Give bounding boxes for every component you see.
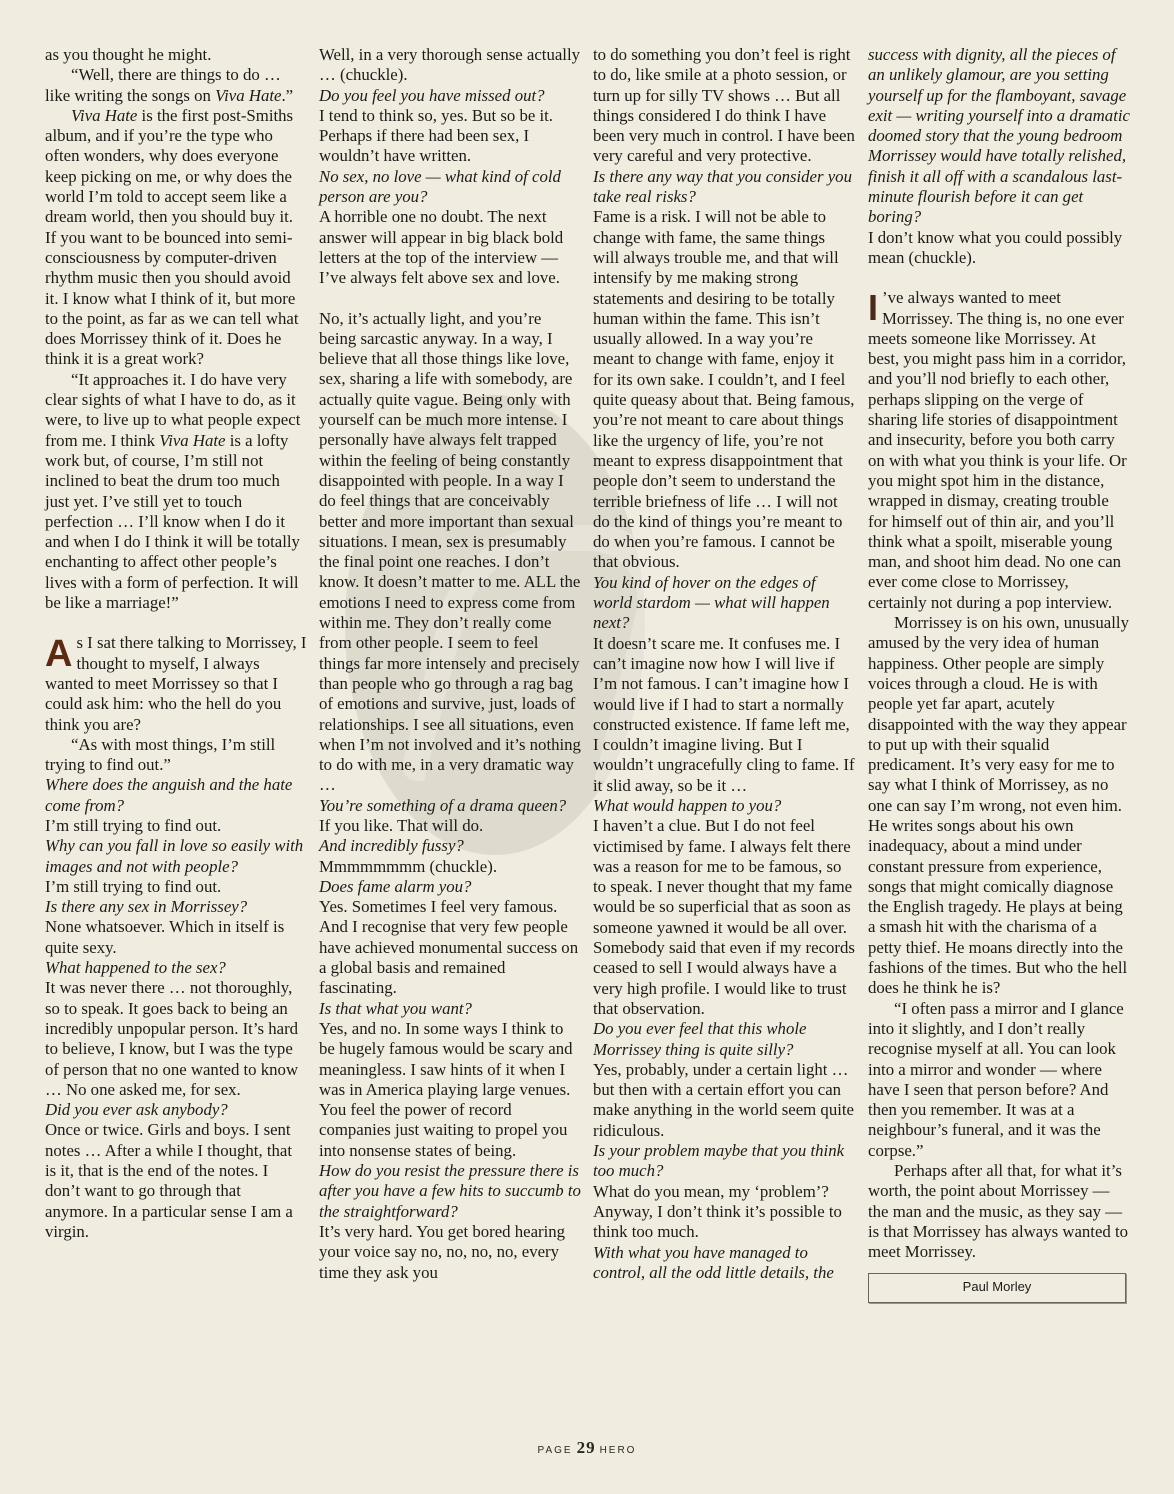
interview-question: Why can you fall in love so easily with images and not with people? (45, 836, 304, 876)
interview-question: And incredibly fussy? (319, 836, 464, 856)
interview-question: You’re something of a drama queen? (319, 795, 567, 815)
drop-cap: I (868, 291, 878, 326)
article-column-1 (45, 45, 307, 1242)
interview-answer: Yes, and no. In some ways I think to be hugely famous would be scary and meaningless. I saw hints of it when I was in America playing large venues. You feel the power of record companies just waiting to propel you into nonsense states of being. (319, 1018, 573, 1160)
interview-answer: Well, in a very thorough sense actually … (chuckle). (319, 45, 581, 85)
interview-answer: Yes. Sometimes I feel very famous. And I recognise that very few people have achieved monumental success on a global basis and remained fascinating. (319, 897, 579, 998)
interview-answer: What do you mean, my ‘problem’? Anyway, I don’t think it’s possible to think too much. (593, 1181, 842, 1242)
interview-answer: Yes, probably, under a certain light … but then with a certain effort you can make anything in the world seem quite ridiculous. (593, 1059, 854, 1140)
page-number: 29 (576, 1438, 596, 1457)
interview-question: Does fame alarm you? (319, 876, 472, 896)
paragraph: “I often pass a mirror and I glance into it slightly, and I don’t really recognise myself at all. You can look into a mirror and wonder — where have I seen that person before? And then you remember. It was at a neighbour’s funeral, and it was the corpse.” (868, 998, 1124, 1160)
interview-answer: I’m still trying to find out. (45, 815, 222, 835)
interview-question: What happened to the sex? (45, 958, 226, 978)
interview-question: With what you have managed to control, all the odd little details, the (593, 1242, 834, 1282)
interview-answer: None whatsoever. Which in itself is quite sexy. (45, 917, 285, 957)
paragraph: Morrissey is on his own, unusually amused by the very idea of human happiness. Other people are simply voices through a cloud. He is with people yet far apart, acutely disappointed with the way they appear to put up with their squalid predicament. It’s very easy for me to say what I think of Morrissey, as no one can say I’m wrong, not even him. He writes songs about his own inadequacy, about a mind under constant pressure from experience, songs that might comically diagnose the English tragedy. He plays at being a smash hit with the charisma of a petty thief. He moans directly into the fashions of the times. But who the hell does he think he is? (868, 613, 1129, 998)
paragraph: Perhaps after all that, for what it’s worth, the point about Morrissey — the man and the music, as they say — is that Morrissey has always wanted to meet Morrissey. (868, 1161, 1129, 1262)
interview-answer: Fame is a risk. I will not be able to change with fame, the same things will always trouble me, and that will intensify by me making strong statements and desiring to be totally human within the fame. This isn’t usually allowed. In a way you’re meant to change with fame, enjoy it for its own sake. I couldn’t, and I feel quite queasy about that. Being famous, you’re not meant to care about things like the urgency of life, you’re not meant to express disappointment that people don’t seem to understand the terrible briefness of life … I will not do the kind of things you’re meant to do when you’re famous. I cannot be that obvious. (593, 207, 855, 572)
author-byline: Paul Morley (868, 1273, 1126, 1303)
paragraph-with-drop-cap: I ’ve always wanted to meet Morrissey. The thing is, no one ever meets someone like Morrissey. At best, you might pass him in a corridor, and you’ll nod briefly to each other, perhaps slipping on the verge of sharing life stories of disappointment and insecurity, before you both carry on with what you think is your life. Or you might spot him in the distance, wrapped in dismay, creating trouble for himself out of thin air, and you’ll think what a spoilt, miserable young man, and shoot him dead. No one can ever come close to Morrissey, certainly not during a pop interview. (868, 288, 1127, 612)
interview-answer: If you like. That will do. (319, 815, 484, 835)
interview-answer: to do something you don’t feel is right to do, like smile at a photo session, or turn up for silly TV shows … But all things considered I do think I have been very much in control. I have been very careful and very protective. (593, 45, 855, 166)
interview-answer: I’m still trying to find out. (45, 876, 222, 896)
interview-answer: I haven’t a clue. But I do not feel victimised by fame. I always felt there was a reason for me to be famous, so to speak. I never thought that my fame would be so superficial that as soon as someone yawned it would be all over. Somebody said that even if my records ceased to sell I would always have a very high profile. I would like to trust that observation. (593, 816, 855, 1018)
interview-answer: Once or twice. Girls and boys. I sent notes … After a while I thought, that is it, that is the end of the notes. I don’t want to go through that anymore. In a particular sense I am a virgin. (45, 1120, 293, 1241)
paragraph: as you thought he might. (45, 45, 212, 64)
interview-question: How do you resist the pressure there is after you have a few hits to succumb to the straightforward? (319, 1161, 581, 1221)
interview-answer: I don’t know what you could possibly mean (chuckle). (868, 227, 1123, 267)
drop-cap: A (45, 633, 73, 676)
paragraph: “It approaches it. I do have very clear sights of what I have to do, as it were, to live up to what people expect from me. I think Viva Hate is a lofty work but, of course, I’m still not inclined to beat the drum too much just yet. I’ve still yet to touch perfection … I’ll know when I do it and when I do I think it will be totally enchanting to affect other people’s lives with a form of perfection. It will be like a marriage!” (45, 369, 301, 613)
paragraph: “As with most things, I’m still trying to find out.” (45, 734, 276, 775)
interview-answer: I tend to think so, yes. But so be it. Perhaps if there had been sex, I wouldn’t have written. (319, 105, 553, 166)
interview-answer: It was never there … not thoroughly, so to speak. It goes back to being an incredibly unpopular person. It’s hard to believe, I know, but I was the type of person that no one wanted to know … No one asked me, for sex. (45, 978, 299, 1099)
interview-answer: A horrible one no doubt. The next answer will appear in big black bold letters at the top of the interview — I’ve always felt above sex and love. (319, 207, 564, 288)
interview-question: Where does the anguish and the hate come from? (45, 775, 293, 815)
page-label: PAGE (537, 1445, 573, 1456)
interview-answer: It doesn’t scare me. It confuses me. I can’t imagine now how I will live if I’m not famous. I can’t imagine how I would live if I had to start a normally constructed existence. If fame left me, I couldn’t imagine living. But I wouldn’t ungracefully cling to fame. If it slid away, so be it … (593, 633, 855, 795)
interview-question: Do you feel you have missed out? (319, 85, 545, 105)
interview-question: You kind of hover on the edges of world stardom — what will happen next? (593, 572, 830, 633)
interview-question: What would happen to you? (593, 795, 782, 815)
interview-question: Is your problem maybe that you think too much? (593, 1141, 845, 1181)
paragraph: Viva Hate is the first post-Smiths album, and if you’re the type who often wonders, why does everyone keep picking on me, or why does the world I’m told to accept seem like a dream world, then you should buy it. If you want to be bounced into semi-consciousness by computer-driven rhythm music then you should avoid it. I know what I think of it, but more to the point, as far as we can tell what does Morrissey think of it. Does he think it is a great work? (45, 105, 299, 369)
article-column-4 (868, 45, 1130, 1303)
paragraph-with-drop-cap: As I sat there talking to Morrissey, I thought to myself, I always wanted to meet Morrissey so that I could ask him: who the hell do you think you are? (45, 633, 307, 734)
interview-question: success with dignity, all the pieces of an unlikely glamour, are you setting yourself up for the flamboyant, savage exit — writing yourself into a dramatic doomed story that the young bedroom Morrissey would have totally relished, finish it all off with a scandalous last-minute flourish before it can get boring? (868, 45, 1130, 227)
interview-question: Do you ever feel that this whole Morrissey thing is quite silly? (593, 1019, 807, 1059)
page-footer (0, 1438, 1174, 1458)
interview-question: Did you ever ask anybody? (45, 1100, 228, 1120)
magazine-name: HERO (599, 1445, 637, 1456)
interview-question: Is that what you want? (319, 998, 472, 1018)
interview-question: Is there any sex in Morrissey? (45, 897, 248, 917)
interview-answer: Mmmmmmmm (chuckle). (319, 856, 498, 876)
paragraph: “Well, there are things to do … like writing the songs on Viva Hate.” (45, 65, 294, 105)
interview-question: Is there any way that you consider you take real risks? (593, 166, 852, 207)
article-column-2 (319, 45, 581, 1283)
interview-answer: It’s very hard. You get bored hearing your voice say no, no, no, no, every time they ask you (319, 1221, 566, 1282)
interview-question: No sex, no love — what kind of cold person are you? (319, 166, 561, 207)
interview-answer: No, it’s actually light, and you’re being sarcastic anyway. In a way, I believe that all those things like love, sex, sharing a life with somebody, are actually quite vague. Being only with yourself can be much more intense. I personally have always felt trapped within the feeling of being constantly disappointed with people. In a way I do feel things that are conceivably better and more important than sexual situations. I mean, sex is presumably the final point one reaches. I don’t know. It doesn’t matter to me. ALL the emotions I need to express come from within me. They don’t really come from other people. I seem to feel things far more intensely and precisely than people who go through a rag bag of emotions and survive, just, loads of relationships. I see all situations, even when I’m not involved and it’s nothing to do with me, in a very dramatic way … (319, 308, 581, 795)
article-column-3 (593, 45, 855, 1283)
